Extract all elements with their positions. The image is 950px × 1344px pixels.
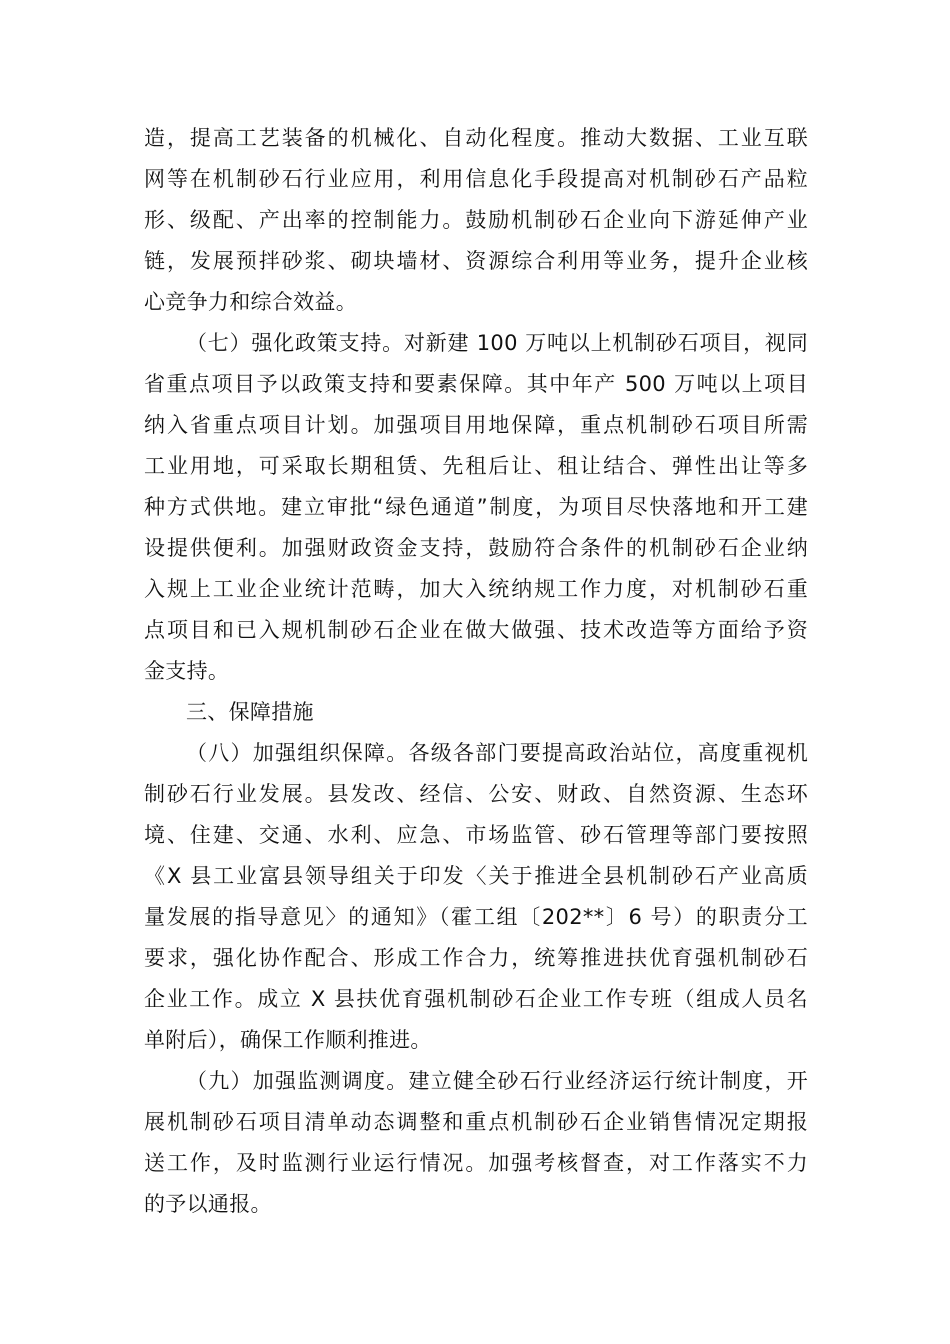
text-line: 单附后），确保工作顺利推进。 — [144, 1028, 432, 1052]
text-line: 制砂石行业发展。县发改、经信、公安、财政、自然资源、生态环 — [144, 782, 808, 806]
text-line: 入规上工业企业统计范畴，加大入统纳规工作力度，对机制砂石重 — [144, 577, 808, 601]
text-line: 网等在机制砂石行业应用，利用信息化手段提高对机制砂石产品粒 — [144, 167, 808, 191]
text-line: 量发展的指导意见〉的通知》（霍工组〔202**〕6 号）的职责分工 — [144, 905, 808, 929]
text-line: 的予以通报。 — [144, 1192, 272, 1216]
section-heading: 三、保障措施 — [186, 700, 314, 724]
text-line: 企业工作。成立 X 县扶优育强机制砂石企业工作专班（组成人员名 — [144, 987, 808, 1011]
text-line: 送工作，及时监测行业运行情况。加强考核督查，对工作落实不力 — [144, 1151, 808, 1175]
text-line: 工业用地，可采取长期租赁、先租后让、租让结合、弹性出让等多 — [144, 454, 808, 478]
paragraph-heading-line: （九）加强监测调度。建立健全砂石行业经济运行统计制度，开 — [186, 1069, 808, 1093]
text-line: 设提供便利。加强财政资金支持，鼓励符合条件的机制砂石企业纳 — [144, 536, 808, 560]
paragraph-heading-line: （七）强化政策支持。对新建 100 万吨以上机制砂石项目，视同 — [186, 331, 808, 355]
text-line: 心竞争力和综合效益。 — [144, 290, 357, 314]
text-line: 《X 县工业富县领导组关于印发〈关于推进全县机制砂石产业高质 — [144, 864, 808, 888]
text-line: 种方式供地。建立审批“绿色通道”制度，为项目尽快落地和开工建 — [144, 495, 808, 519]
text-line: 金支持。 — [144, 659, 230, 683]
text-line: 点项目和已入规机制砂石企业在做大做强、技术改造等方面给予资 — [144, 618, 808, 642]
text-line: 造，提高工艺装备的机械化、自动化程度。推动大数据、工业互联 — [144, 126, 808, 150]
text-line: 省重点项目予以政策支持和要素保障。其中年产 500 万吨以上项目 — [144, 372, 808, 396]
text-line: 链，发展预拌砂浆、砌块墙材、资源综合利用等业务，提升企业核 — [144, 249, 808, 273]
text-line: 纳入省重点项目计划。加强项目用地保障，重点机制砂石项目所需 — [144, 413, 808, 437]
text-line: 展机制砂石项目清单动态调整和重点机制砂石企业销售情况定期报 — [144, 1110, 808, 1134]
text-line: 要求，强化协作配合、形成工作合力，统筹推进扶优育强机制砂石 — [144, 946, 808, 970]
paragraph-heading-line: （八）加强组织保障。各级各部门要提高政治站位，高度重视机 — [186, 741, 808, 765]
text-line: 形、级配、产出率的控制能力。鼓励机制砂石企业向下游延伸产业 — [144, 208, 808, 232]
text-line: 境、住建、交通、水利、应急、市场监管、砂石管理等部门要按照 — [144, 823, 808, 847]
